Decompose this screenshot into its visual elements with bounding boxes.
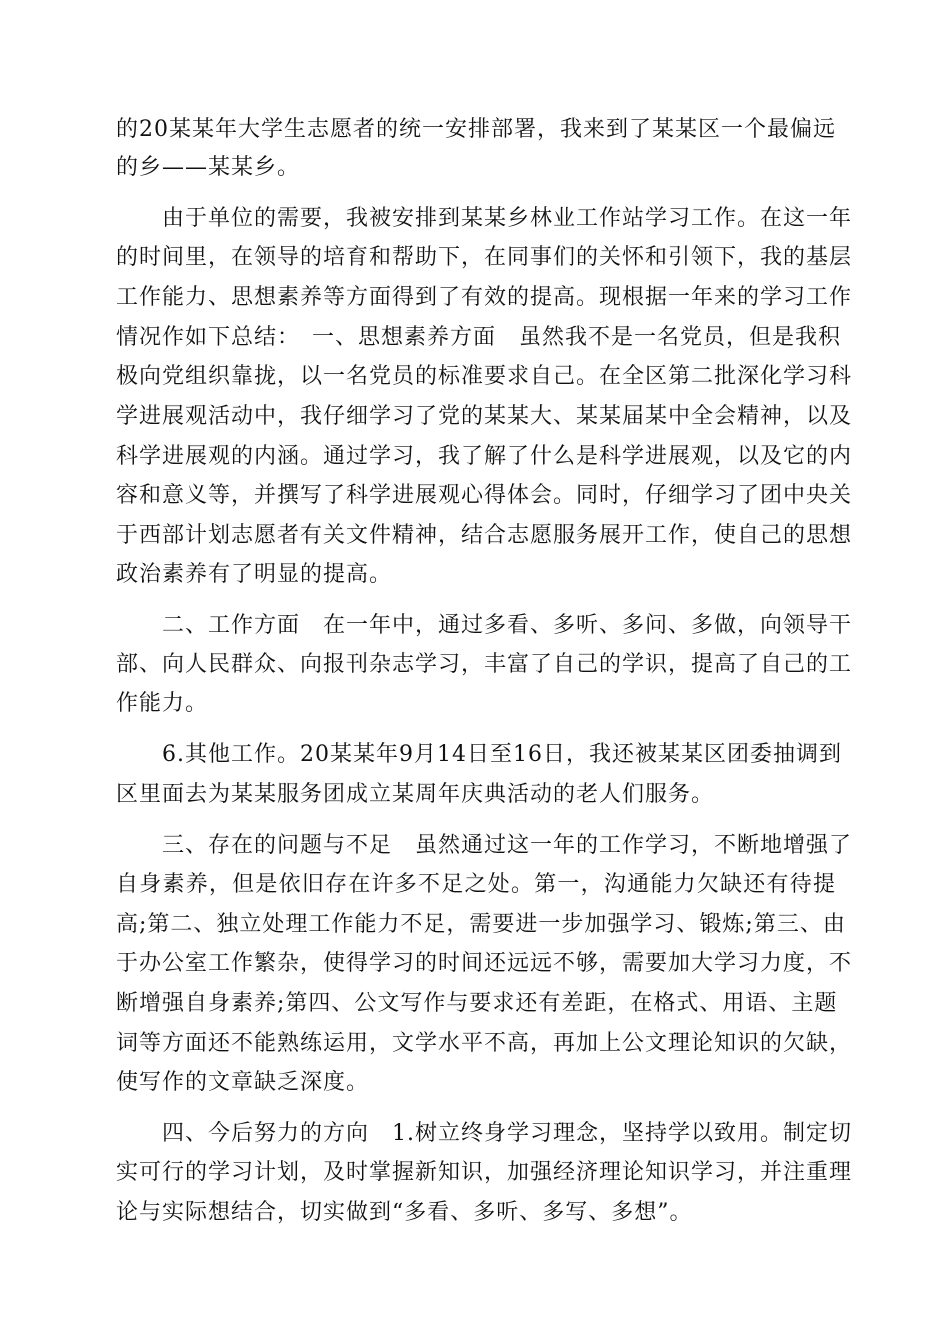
text-line: 的乡——某某乡。	[116, 155, 301, 180]
text-line: 工作能力、思想素养等方面得到了有效的提高。现根据一年来的学习工作	[116, 285, 853, 310]
text-line: 学进展观活动中，我仔细学习了党的某某大、某某届某中全会精神，以及	[116, 404, 853, 429]
text-line: 实可行的学习计划，及时掌握新知识，加强经济理论知识学习，并注重理	[116, 1160, 853, 1185]
text-line: 科学进展观的内涵。通过学习，我了解了什么是科学进展观，以及它的内	[116, 444, 853, 469]
text-line: 于办公室工作繁杂，使得学习的时间还远远不够，需要加大学习力度，不	[116, 951, 853, 976]
text-line: 论与实际想结合，切实做到“多看、多听、多写、多想”。	[116, 1200, 693, 1225]
text-line: 作能力。	[116, 691, 209, 716]
text-line: 于西部计划志愿者有关文件精神，结合志愿服务展开工作，使自己的思想	[116, 523, 853, 548]
text-line: 断增强自身素养;第四、公文写作与要求还有差距，在格式、用语、主题	[116, 991, 838, 1016]
text-line: 词等方面还不能熟练运用，文学水平不高，再加上公文理论知识的欠缺，	[116, 1031, 853, 1056]
text-line: 6.其他工作。20某某年9月14日至16日，我还被某某区团委抽调到	[162, 742, 842, 767]
text-line: 情况作如下总结： 一、思想素养方面 虽然我不是一名党员，但是我积	[116, 325, 842, 350]
text-line: 三、存在的问题与不足 虽然通过这一年的工作学习，不断地增强了	[162, 833, 853, 858]
text-line: 容和意义等，并撰写了科学进展观心得体会。同时，仔细学习了团中央关	[116, 483, 853, 508]
text-line: 的时间里，在领导的培育和帮助下，在同事们的关怀和引领下，我的基层	[116, 245, 853, 270]
text-line: 部、向人民群众、向报刊杂志学习，丰富了自己的学识，提高了自己的工	[116, 652, 853, 677]
text-line: 使写作的文章缺乏深度。	[116, 1070, 370, 1095]
text-line: 极向党组织靠拢，以一名党员的标准要求自己。在全区第二批深化学习科	[116, 364, 853, 389]
text-line: 政治素养有了明显的提高。	[116, 562, 393, 587]
text-line: 由于单位的需要，我被安排到某某乡林业工作站学习工作。在这一年	[162, 206, 853, 231]
text-line: 自身素养，但是依旧存在许多不足之处。第一，沟通能力欠缺还有待提	[116, 872, 836, 897]
text-line: 四、今后努力的方向 1.树立终身学习理念，坚持学以致用。制定切	[162, 1121, 852, 1146]
text-line: 高;第二、独立处理工作能力不足，需要进一步加强学习、锻炼;第三、由	[116, 912, 846, 937]
text-line: 的20某某年大学生志愿者的统一安排部署，我来到了某某区一个最偏远	[116, 117, 836, 142]
text-line: 区里面去为某某服务团成立某周年庆典活动的老人们服务。	[116, 782, 715, 807]
text-line: 二、工作方面 在一年中，通过多看、多听、多问、多做，向领导干	[162, 613, 853, 638]
